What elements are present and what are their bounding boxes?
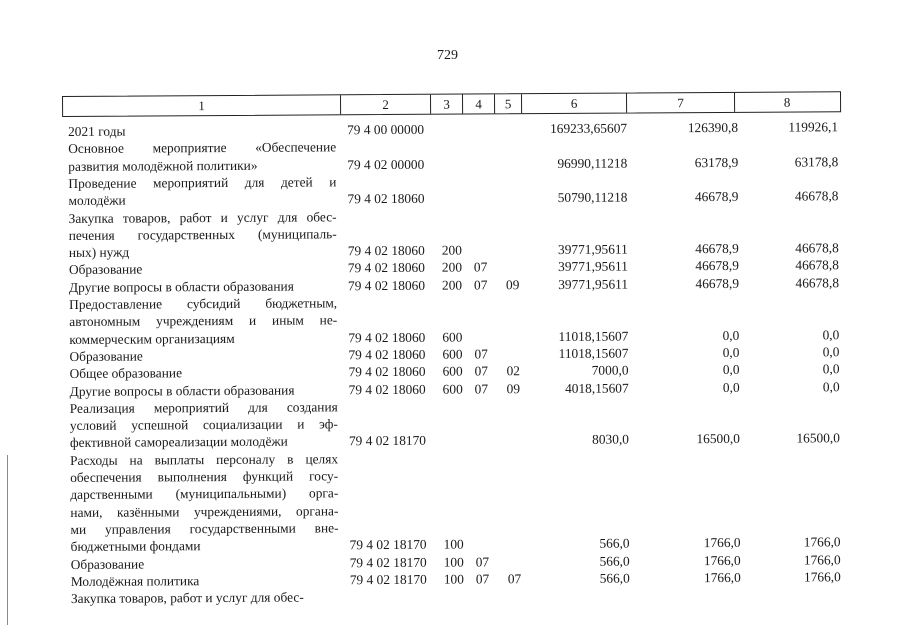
amount-col-6: 566,0	[599, 570, 630, 586]
expense-type: 600	[442, 363, 463, 379]
amount-col-7: 1766,0	[703, 569, 741, 585]
amount-col-7: 46678,9	[695, 240, 739, 257]
amount-col-8: 46678,8	[795, 240, 839, 256]
amount-col-8: 119926,1	[788, 119, 839, 135]
row-name-line: ных) нужд	[68, 244, 130, 261]
row-name	[70, 450, 339, 555]
budget-code: 79 4 02 18170	[349, 554, 427, 570]
row-name	[69, 363, 337, 382]
row-name-line: Реализация мероприятий для создания	[69, 399, 338, 416]
row-name	[69, 277, 337, 296]
amount-col-6: 11018,15607	[558, 345, 629, 361]
expense-type: 100	[443, 536, 464, 552]
amount-col-6: 39771,95611	[558, 258, 628, 275]
row-name	[69, 208, 337, 262]
row-name-line: Образование	[68, 261, 143, 278]
expense-type: 600	[442, 381, 463, 397]
amount-col-8: 46678,8	[795, 257, 839, 273]
header-cell-1: 1	[63, 95, 341, 116]
row-name-line: коммерческим организациям	[69, 330, 235, 347]
budget-code: 79 4 02 18170	[349, 571, 427, 588]
table-row	[0, 118, 905, 139]
page-number: 729	[437, 48, 458, 63]
row-name-line: Общее образование	[69, 365, 183, 382]
amount-col-6: 566,0	[599, 553, 630, 569]
expense-type: 600	[442, 346, 463, 362]
row-name-line: Предоставление субсидий бюджетным,	[69, 295, 338, 312]
amount-col-7: 46678,9	[695, 258, 739, 274]
amount-col-6: 8030,0	[592, 431, 630, 448]
amount-col-6: 39771,95611	[557, 241, 628, 258]
row-name-line: Закупка товаров, работ и услуг для обес-	[70, 589, 304, 607]
row-name	[71, 588, 339, 607]
expense-type: 200	[441, 259, 463, 276]
amount-col-8: 0,0	[822, 378, 840, 394]
row-name-line: Закупка товаров, работ и услуг для обес-	[68, 208, 337, 226]
section: 07	[475, 553, 490, 569]
row-name-line: ми управления государственными вне-	[70, 520, 339, 537]
amount-col-8: 46678,8	[795, 274, 840, 291]
row-name-line: фективной самореализации молодёжи	[69, 434, 288, 451]
expense-type: 100	[443, 571, 464, 587]
amount-col-8: 0,0	[822, 326, 840, 342]
amount-col-8: 0,0	[822, 344, 840, 360]
section: 07	[473, 259, 488, 275]
amount-col-8: 1766,0	[803, 534, 841, 550]
amount-col-7: 1766,0	[703, 535, 741, 551]
amount-col-7: 16500,0	[696, 431, 741, 447]
row-name-line: развития молодёжной политики»	[68, 157, 258, 174]
row-name	[71, 554, 339, 573]
header-cell-3: 3	[431, 95, 463, 114]
expense-type: 200	[441, 277, 463, 293]
section: 07	[474, 363, 488, 379]
amount-col-7: 126390,8	[687, 119, 739, 136]
expense-type: 600	[442, 329, 463, 345]
row-name-line: условий успешной социализации и эф-	[69, 416, 338, 434]
row-name-line: Проведение мероприятий для детей и	[68, 174, 337, 191]
amount-col-8: 63178,8	[794, 153, 839, 170]
row-name-line: Другие вопросы в области образования	[69, 382, 295, 399]
section: 07	[475, 571, 490, 587]
amount-col-6: 39771,95611	[558, 276, 629, 292]
amount-col-7: 0,0	[722, 327, 740, 343]
budget-code: 79 4 02 18060	[348, 381, 426, 397]
subsection: 09	[506, 380, 521, 396]
budget-code: 79 4 00 00000	[347, 121, 425, 138]
amount-col-8: 1766,0	[803, 569, 841, 585]
budget-code: 79 4 02 18060	[347, 260, 425, 276]
expense-type: 100	[443, 554, 464, 570]
header-cell-2: 2	[341, 95, 431, 115]
amount-col-6: 50790,11218	[557, 189, 628, 206]
section: 07	[473, 277, 488, 293]
expense-type: 200	[441, 242, 462, 258]
amount-col-7: 46678,9	[694, 189, 739, 205]
row-name-line: Основное мероприятие «Обеспечение	[68, 139, 337, 157]
budget-code: 79 4 02 00000	[347, 156, 425, 172]
subsection: 09	[505, 276, 520, 292]
budget-code: 79 4 02 18060	[348, 329, 426, 345]
row-name	[69, 294, 337, 348]
budget-code: 79 4 02 18060	[348, 363, 426, 380]
row-name-line: нами, казёнными учреждениями, органа-	[70, 502, 339, 520]
row-name-line: автономным учреждениям и иным не-	[69, 312, 338, 330]
budget-code: 79 4 02 18060	[347, 277, 426, 293]
amount-col-6: 11018,15607	[558, 328, 629, 344]
row-name	[69, 346, 337, 365]
amount-col-6: 96990,11218	[557, 155, 628, 171]
row-name-line: Расходы на выплаты персоналу в целях	[70, 450, 339, 468]
amount-col-8: 16500,0	[796, 430, 841, 446]
row-name	[68, 139, 336, 175]
subsection: 02	[506, 363, 520, 379]
row-name	[68, 121, 336, 140]
header-cell-5: 5	[495, 94, 522, 113]
budget-code: 79 4 02 18060	[347, 190, 425, 207]
row-name-line: печения государственных (муниципаль-	[68, 226, 337, 243]
row-name	[70, 381, 338, 400]
amount-col-8: 1766,0	[803, 551, 841, 567]
amount-col-7: 0,0	[722, 379, 740, 395]
amount-col-7: 63178,9	[694, 154, 739, 170]
row-name-line: бюджетными фондами	[70, 538, 201, 555]
amount-col-8: 46678,8	[794, 188, 839, 204]
row-name-line: обеспечения выполнения функций госу-	[70, 468, 339, 485]
row-name	[69, 260, 337, 279]
budget-code: 79 4 02 18170	[348, 433, 427, 449]
header-cell-8: 8	[783, 94, 791, 110]
amount-col-6: 4018,15607	[564, 380, 629, 396]
header-cell-7: 7	[627, 93, 735, 113]
budget-code: 79 4 02 18060	[347, 242, 425, 259]
amount-col-7: 46678,9	[695, 275, 740, 291]
amount-col-6: 169233,65607	[550, 120, 628, 137]
amount-col-7: 1766,0	[703, 552, 741, 568]
row-name-line: 2021 годы	[68, 123, 126, 139]
amount-col-6: 7000,0	[591, 362, 629, 378]
row-name	[68, 173, 336, 209]
row-name-line: Образование	[70, 555, 145, 572]
section: 07	[474, 346, 488, 362]
header-cell-4: 4	[463, 94, 495, 113]
budget-code: 79 4 02 18170	[349, 536, 427, 553]
row-name	[71, 571, 339, 590]
section: 07	[474, 380, 489, 396]
row-name-line: Молодёжная политика	[70, 572, 200, 589]
amount-col-7: 0,0	[722, 344, 740, 360]
subsection: 07	[507, 570, 522, 587]
row-name-line: дарственными (муниципальными) орга-	[70, 485, 339, 503]
budget-code: 79 4 02 18060	[348, 346, 426, 363]
row-name-line: Образование	[69, 348, 143, 364]
row-name	[70, 398, 338, 452]
amount-col-7: 0,0	[722, 362, 740, 378]
amount-col-8: 0,0	[822, 361, 840, 377]
row-name-line: Другие вопросы в области образования	[68, 278, 294, 295]
row-name-line: молодёжи	[68, 192, 126, 209]
amount-col-6: 566,0	[599, 535, 630, 551]
header-cell-6: 6	[522, 94, 627, 114]
